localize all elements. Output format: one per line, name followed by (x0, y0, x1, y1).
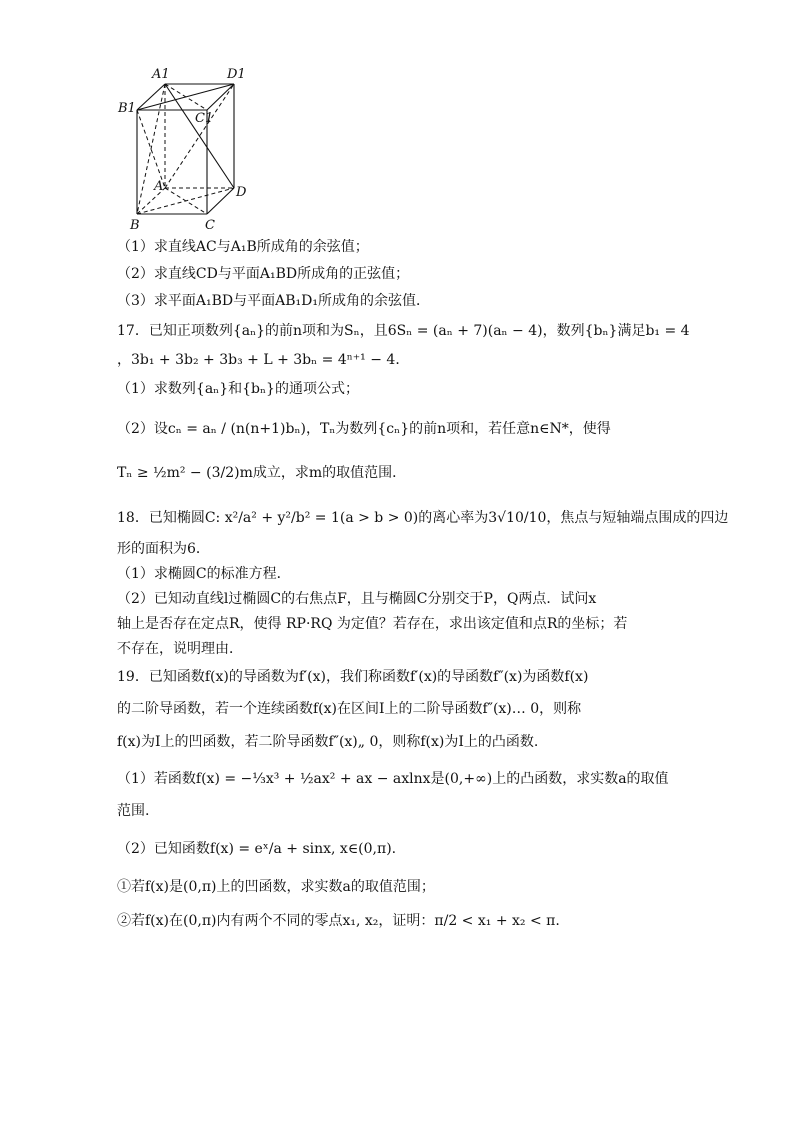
p19-line-6: （2）已知函数f(x) = eˣ/a + sinx, x∈(0,π). (117, 841, 397, 857)
p18-line-1: 18．已知椭圆C: x²/a² + y²/b² = 1(a > b > 0)的离心率为3√10/10，焦点与短轴端点围成的四边 (117, 510, 729, 526)
label-A: A (154, 179, 164, 194)
p18-line-4: （2）已知动直线l过椭圆C的右焦点F，且与椭圆C分别交于P，Q两点．试问x (117, 591, 597, 607)
p19-line-8: ②若f(x)在(0,π)内有两个不同的零点x₁, x₂，证明：π/2 < x₁ + x₂ < π. (117, 913, 560, 929)
p19-line-5: 范围. (117, 803, 150, 819)
p18-line-6: 不存在，说明理由． (117, 641, 243, 657)
p16-question-3: （3）求平面A₁BD与平面AB₁D₁所成角的余弦值． (117, 293, 430, 309)
p19-line-1: 19．已知函数f(x)的导函数为f′(x)，我们称函数f′(x)的导函数f″(x)为函数f(x) (117, 669, 589, 685)
p16-question-2: （2）求直线CD与平面A₁BD所成角的正弦值； (117, 266, 410, 282)
label-B: B (130, 218, 140, 233)
p18-line-5: 轴上是否存在定点R，使得 RP·RQ 为定值？若存在，求出该定值和点R的坐标；若 (117, 616, 628, 632)
label-D: D (236, 185, 247, 200)
label-D1: D1 (227, 67, 246, 82)
prism-figure (112, 66, 262, 236)
p17-line-3: （1）求数列{aₙ}和{bₙ}的通项公式； (117, 381, 359, 397)
p17-line-5: Tₙ ≥ ½m² − (3/2)m成立，求m的取值范围． (117, 465, 407, 481)
p19-line-2: 的二阶导函数，若一个连续函数f(x)在区间I上的二阶导函数f″(x)… 0，则称 (117, 701, 582, 717)
p18-line-3: （1）求椭圆C的标准方程． (117, 566, 291, 582)
p19-line-4: （1）若函数f(x) = −⅓x³ + ½ax² + ax − axlnx是(0,+∞)上的凸函数，求实数a的取值 (117, 771, 669, 787)
p17-line-4: （2）设cₙ = aₙ / (n(n+1)bₙ)，Tₙ为数列{cₙ}的前n项和，若任意n∈N*，使得 (117, 421, 611, 437)
label-C: C (205, 218, 215, 233)
label-A1: A1 (152, 67, 170, 82)
p16-question-1: （1）求直线AC与A₁B所成角的余弦值； (117, 239, 369, 255)
label-C1: C1 (195, 111, 214, 126)
p18-line-2: 形的面积为6． (117, 541, 210, 557)
p19-line-3: f(x)为I上的凹函数，若二阶导函数f″(x)„ 0，则称f(x)为I上的凸函数. (117, 734, 539, 750)
p17-line-2: ，3b₁ + 3b₂ + 3b₃ + L + 3bₙ = 4ⁿ⁺¹ − 4． (117, 352, 410, 368)
label-B1: B1 (118, 101, 136, 116)
p17-line-1: 17．已知正项数列{aₙ}的前n项和为Sₙ，且6Sₙ = (aₙ + 7)(aₙ − 4)，数列{bₙ}满足b₁ = 4 (117, 323, 690, 339)
p19-line-7: ①若f(x)是(0,π)上的凹函数，求实数a的取值范围； (117, 879, 435, 895)
